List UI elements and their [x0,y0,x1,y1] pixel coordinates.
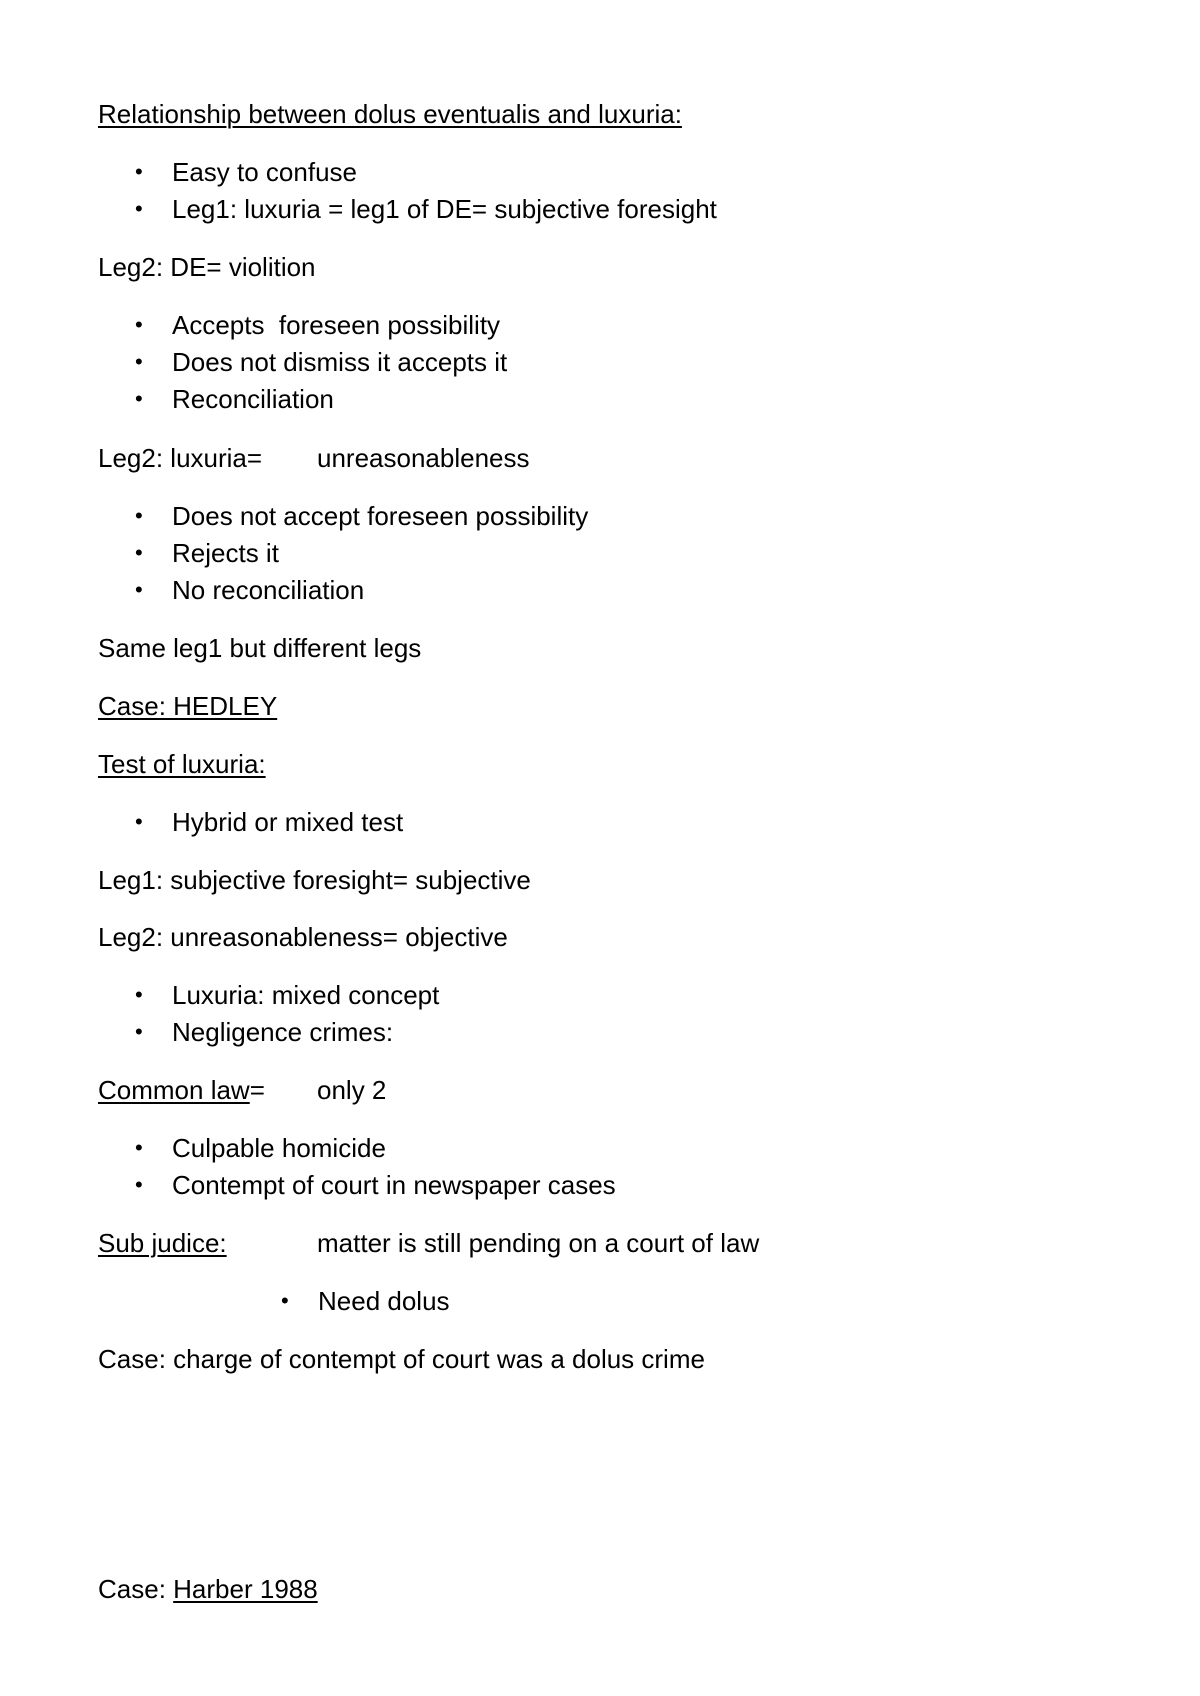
list-item: • Need dolus [281,1286,450,1316]
list-item: • Does not accept foreseen possibility [135,501,589,531]
list-item: • Luxuria: mixed concept [135,980,440,1010]
list-item: • Negligence crimes: [135,1017,394,1047]
list-item: • Culpable homicide [135,1133,386,1163]
case-charge-line: Case: charge of contempt of court was a dolus crime [98,1344,705,1374]
common-law-line [98,1075,265,1105]
leg2-de-line: Leg2: DE= violition [98,252,316,282]
bullet-icon: • [135,540,143,565]
bullet-icon: • [135,159,143,184]
list-item: • Reconciliation [135,384,334,414]
bullet-icon: • [135,503,143,528]
leg2-objective-line: Leg2: unreasonableness= objective [98,922,508,952]
common-law-equals: = [249,1075,265,1105]
list-item: • No reconciliation [135,575,365,605]
case-harber-name: Harber 1988 [173,1574,318,1604]
leg2-luxuria-label: Leg2: luxuria= [98,443,263,473]
list-item: • Accepts foreseen possibility [135,310,501,340]
bullet-icon: • [135,1172,143,1197]
heading-relationship: Relationship between dolus eventualis and luxuria: [98,99,682,129]
bullet-icon: • [135,1019,143,1044]
case-harber-prefix: Case: [98,1574,174,1604]
same-leg-line: Same leg1 but different legs [98,633,422,663]
list-item: • Rejects it [135,538,279,568]
bullet-icon: • [135,196,143,221]
case-harber-line [98,1574,318,1604]
list-item: • Does not dismiss it accepts it [135,347,508,377]
bullet-icon: • [135,386,143,411]
sub-judice-value: matter is still pending on a court of law [317,1228,760,1258]
bullet-icon: • [135,577,143,602]
test-of-luxuria-heading: Test of luxuria: [98,749,266,779]
leg1-subjective-line: Leg1: subjective foresight= subjective [98,865,531,895]
list-item: • Hybrid or mixed test [135,807,404,837]
list-item: • Leg1: luxuria = leg1 of DE= subjective foresight [135,194,717,224]
bullet-icon: • [135,349,143,374]
list-item: • Contempt of court in newspaper cases [135,1170,616,1200]
list-item: • Easy to confuse [135,157,357,187]
bullet-icon: • [135,312,143,337]
leg2-luxuria-value: unreasonableness [317,443,530,473]
common-law-label: Common law [98,1075,250,1105]
bullet-icon: • [135,1135,143,1160]
bullet-icon: • [281,1288,289,1313]
bullet-icon: • [135,809,143,834]
case-hedley: Case: HEDLEY [98,691,278,721]
bullet-icon: • [135,982,143,1007]
sub-judice-label: Sub judice: [98,1228,227,1258]
common-law-value: only 2 [317,1075,387,1105]
